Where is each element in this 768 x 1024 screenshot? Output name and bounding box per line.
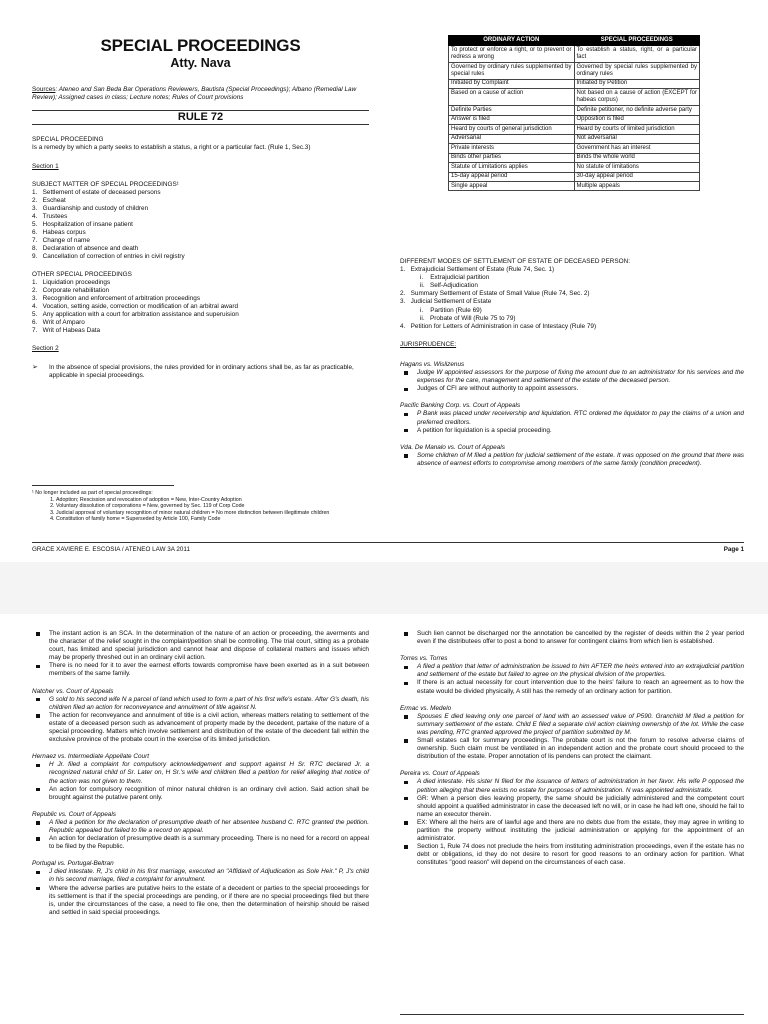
table-cell: To protect or enforce a right, or to prevent or redress a wrong bbox=[449, 46, 575, 63]
footnote-item: 3. Judicial approval of voluntary recognition of minor natural children = No more distinction between illegitimate children bbox=[56, 510, 369, 517]
case-bullet: A petition for liquidation is a special proceeding. bbox=[400, 427, 744, 435]
table-row bbox=[449, 125, 700, 134]
table-row bbox=[449, 79, 700, 88]
case-bullets bbox=[32, 761, 369, 801]
list-item: 1. Liquidation proceedings bbox=[32, 278, 111, 286]
case-title: Pereira vs. Court of Appeals bbox=[400, 770, 480, 778]
case-bullets bbox=[32, 868, 369, 917]
table-cell: Definite Parties bbox=[449, 106, 575, 115]
case-title: Torres vs. Torres bbox=[400, 655, 448, 663]
case-bullets bbox=[400, 778, 744, 867]
table-row bbox=[449, 134, 700, 143]
mode-item: 4. Petition for Letters of Administration in case of Intestacy (Rule 79) bbox=[400, 322, 597, 330]
table-row bbox=[449, 144, 700, 153]
case-bullet: Judges of CFI are without authority to appoint assessors. bbox=[400, 385, 744, 393]
list-item: 4. Vocation, setting aside, correction or modification of an arbitral award bbox=[32, 302, 239, 310]
sources-line bbox=[32, 86, 369, 102]
column-header-special: SPECIAL PROCEEDINGS bbox=[574, 36, 700, 46]
table-cell: Opposition is filed bbox=[574, 115, 700, 124]
table-cell: Single appeal bbox=[449, 182, 575, 191]
document-author: Atty. Nava bbox=[170, 56, 231, 70]
case-bullet: Section 1, Rule 74 does not preclude the heirs from instituting administration proceedings, even if the estate has no debt or obligations, id they do not desire to resort for good reasons to an ordinary action for partition. What constitutes "good reason" will depend on the circumstances of each case. bbox=[400, 843, 744, 867]
list-item: 2. Escheat bbox=[32, 196, 66, 204]
left-column bbox=[32, 630, 369, 917]
other-proceedings-list bbox=[32, 279, 369, 336]
list-item: 6. Habeas corpus bbox=[32, 229, 86, 237]
other-proceedings-heading: OTHER SPECIAL PROCEEDINGS bbox=[32, 270, 132, 278]
case-bullet: The instant action is an SCA. In the determination of the nature of an action or proceeding, the averments and the character of the relief sought in the complaint/petition shall be controlling. The trial court, sitting as a probate court, has limited and special jurisdiction and cannot hear and dispose of collateral matters and issues which may be properly threshed out in an ordinary civil action. bbox=[32, 630, 369, 662]
table-cell: Not adversarial bbox=[574, 134, 700, 143]
mode-item: 3. Judicial Settlement of Estate bbox=[400, 298, 492, 306]
case-bullet: Judge W appointed assessors for the purpose of fixing the amount due to an administrator for his services and the expenses for the care, management and settlement of the estate of the deceased person. bbox=[400, 369, 744, 385]
section-2-heading: Section 2 bbox=[32, 345, 59, 353]
section-2-note bbox=[32, 364, 369, 380]
special-proceeding-heading: SPECIAL PROCEEDING bbox=[32, 136, 104, 144]
case-bullets bbox=[400, 663, 744, 695]
table-cell: To establish a status, right, or a particular fact bbox=[574, 46, 700, 63]
table-header-row bbox=[449, 36, 700, 46]
list-item: 5. Hospitalization of insane patient bbox=[32, 221, 133, 229]
case-bullets bbox=[400, 410, 744, 434]
page-two-divider bbox=[400, 1014, 744, 1015]
case-bullet: A died intestate. His sister N filed for the issuance of letters of administration in her favor. His wife P opposed the petition alleging that there exists no estate for purposes of administration. N was appointed administratix. bbox=[400, 778, 744, 794]
table-row bbox=[449, 172, 700, 181]
special-proceeding-definition: Is a remedy by which a party seeks to establish a status, a right or a particular fact. (Rule 1, Sec.3) bbox=[32, 144, 311, 152]
case-bullet: H Jr. filed a complaint for compulsory acknowledgement and support against H Sr. RTC declared Jr. a recognized natural child of Sr. Later on, H Sr.'s wife and children filed a petition for relief alleging that notice of the action was not given to them. bbox=[32, 761, 369, 785]
case-bullets bbox=[400, 713, 744, 762]
footer-author: GRACE XAVIERE E. ESCOSIA / ATENEO LAW 3A 2011 bbox=[32, 546, 190, 553]
list-item: 1. Settlement of estate of deceased persons bbox=[32, 188, 161, 196]
table-cell: Definite petitioner, no definite adverse party bbox=[574, 106, 700, 115]
case-bullet: Where the adverse parties are putative heirs to the estate of a decedent or parties to the special proceedings for its settlement is that if the special proceedings are pending, or if there are no special proceedings filed but there is, under the circumstances of the case, a need to file one, then the determination of heirship should be raised and settled in said special proceedings. bbox=[32, 885, 369, 917]
table-row bbox=[449, 163, 700, 172]
table-cell: Governed by special rules supplemented by ordinary rules bbox=[574, 63, 700, 80]
table-cell: Answer is filed bbox=[449, 115, 575, 124]
table-row bbox=[449, 115, 700, 124]
rule-72-heading: RULE 72 bbox=[32, 110, 369, 125]
subject-matter-list bbox=[32, 189, 369, 262]
list-item: 6. Writ of Amparo bbox=[32, 319, 85, 327]
table-cell: 30-day appeal period bbox=[574, 172, 700, 181]
table-cell: Private interests bbox=[449, 144, 575, 153]
jurisprudence-heading: JURISPRUDENCE: bbox=[400, 340, 457, 348]
footnote-divider bbox=[32, 485, 174, 486]
case-bullet: P Bank was placed under receivership and liquidation. RTC ordered the liquidator to pay the claims of a union and preferred creditors. bbox=[400, 410, 744, 426]
mode-subitem: ii. Probate of Will (Rule 75 to 79) bbox=[420, 314, 516, 322]
case-title: Natcher vs. Court of Appeals bbox=[32, 687, 114, 695]
case-bullet: The action for reconveyance and annulment of title is a civil action, whereas matters relating to settlement of the estate of a deceased person such as advancement of property made by the decedent, partake of the nature of a special proceeding. Matters which involve settlement and distribution of the estate of the decedent fall within the exclusive province of the probate court in the exercise of its limited jurisdiction. bbox=[32, 712, 369, 744]
section-1-heading: Section 1 bbox=[32, 163, 59, 171]
footnote-item: 2. Voluntary dissolution of corporations = New, governed by Sec. 119 of Corp Code bbox=[56, 503, 369, 510]
case-title: Republic vs. Court of Appeals bbox=[32, 810, 116, 818]
case-bullet: G sold to his second wife N a parcel of land which used to form a part of his first wife's estate. After G's death, his children filed an action for reconveyance and annulment of title against N. bbox=[32, 696, 369, 712]
subject-matter-heading: SUBJECT MATTER OF SPECIAL PROCEEDINGS¹ bbox=[32, 180, 179, 188]
case-bullets bbox=[32, 819, 369, 851]
document-title: SPECIAL PROCEEDINGS bbox=[100, 36, 301, 55]
table-cell: Based on a cause of action bbox=[449, 89, 575, 106]
table-cell: Initiated by Complaint bbox=[449, 79, 575, 88]
footnote-list bbox=[32, 497, 369, 523]
column-header-ordinary: ORDINARY ACTION bbox=[449, 36, 575, 46]
case-title: Hernaez vs. Intermediate Appellate Court bbox=[32, 753, 149, 761]
section-2-text: In the absence of special provisions, the rules provided for in ordinary actions shall be, as far as practicable, applicable in special proceedings. bbox=[49, 364, 354, 380]
list-item: 3. Recognition and enforcement of arbitration proceedings bbox=[32, 294, 201, 302]
case-title: Ermac vs. Medelo bbox=[400, 704, 452, 712]
case-bullet: An action for declaration of presumptive death is a summary proceeding. There is no need for a record on appeal to be filed by the Republic. bbox=[32, 835, 369, 851]
modes-heading: DIFFERENT MODES OF SETTLEMENT OF ESTATE OF DECEASED PERSON: bbox=[400, 258, 630, 265]
case-bullets bbox=[400, 630, 744, 646]
case-bullets bbox=[32, 696, 369, 745]
mode-subitem: i. Partition (Rule 69) bbox=[420, 306, 482, 314]
list-item: 4. Trustees bbox=[32, 212, 68, 220]
table-row bbox=[449, 153, 700, 162]
page-two bbox=[0, 614, 768, 1024]
case-bullet: Some children of M filed a petition for judicial settlement of the estate. It was opposed on the ground that there was absence of earnest efforts to compromise among members of the same family (condition precedent). bbox=[400, 452, 744, 468]
comparison-table bbox=[448, 35, 700, 191]
case-bullet: EX: Where all the heirs are of lawful age and there are no debts due from the estate, they may agree in writing to partition the property without instituting the judicial administration or applying for the appointment of an administrator. bbox=[400, 819, 744, 843]
table-row bbox=[449, 89, 700, 106]
arrow-bullet-icon: ➢ bbox=[32, 364, 38, 372]
case-bullets bbox=[32, 630, 369, 679]
case-bullets bbox=[400, 369, 744, 393]
table-row bbox=[449, 63, 700, 80]
case-bullet: There is no need for it to aver the earnest efforts towards compromise have been exerted as in a suit between members of the same family. bbox=[32, 662, 369, 678]
case-bullet: A filed a petition for the declaration of presumptive death of her absentee husband C. RTC granted the petition. Republic appealed but failed to file a record on appeal. bbox=[32, 819, 369, 835]
case-bullet: An action for compulsory recognition of minor natural children is an ordinary civil action. Said action shall be brought against the putative parent only. bbox=[32, 786, 369, 802]
table-row bbox=[449, 106, 700, 115]
table-cell: Heard by courts of limited jurisdiction bbox=[574, 125, 700, 134]
table-cell: Governed by ordinary rules supplemented by special rules bbox=[449, 63, 575, 80]
table-cell: Government has an interest bbox=[574, 144, 700, 153]
table-cell: Heard by courts of general jurisdiction bbox=[449, 125, 575, 134]
page-number: Page 1 bbox=[723, 546, 744, 553]
case-title: Hagans vs. Wislizenus bbox=[400, 360, 465, 368]
table-row bbox=[449, 182, 700, 191]
sources-text: : Ateneo and San Beda Bar Operations Reviewers, Bautista (Special Proceedings); Albano (Remedial Law Review); Assigned cases in class; Lecture notes; Rules of Court provisions bbox=[32, 86, 357, 102]
case-bullet: J died intestate. R, J's child in his first marriage, executed an "Affidavit of Adjudication as Sole Heir." P, J's child in his second marriage, filed a complaint for annulment. bbox=[32, 868, 369, 884]
table-cell: Statute of Limitations applies bbox=[449, 163, 575, 172]
table-row bbox=[449, 46, 700, 63]
list-item: 7. Writ of Habeas Data bbox=[32, 327, 101, 335]
case-title: Pacific Banking Corp. vs. Court of Appeals bbox=[400, 402, 521, 410]
left-column bbox=[32, 86, 369, 381]
case-bullet: Such lien cannot be discharged nor the annotation be cancelled by the register of deeds within the 2 year period even if the distributees offer to post a bond to answer for contingent claims from which lien is established. bbox=[400, 630, 744, 646]
case-bullet: Spouses E died leaving only one parcel of land with an assessed value of P590. Granchild M filed a petition for summary settlement of the estate. Child E filed a separate civil action claiming ownership of the lot. While the case was pending, RTC granted approved the project of partition submitted by M. bbox=[400, 713, 744, 737]
table-cell: Initiated by Petition bbox=[574, 79, 700, 88]
table-cell: Multiple appeals bbox=[574, 182, 700, 191]
table-cell: Binds the whole world bbox=[574, 153, 700, 162]
case-title: Portugal vs. Portugal-Beltran bbox=[32, 860, 114, 868]
list-item: 3. Guardianship and custody of children bbox=[32, 204, 149, 212]
footnote-title: ¹ No longer included as part of special proceedings: bbox=[32, 490, 153, 496]
case-bullet: GR: When a person dies leaving property, the same should be judicially administered and the competent court should appoint a qualified administrator in case the deceased left no will, or in case he had left one, should he fail to name an executor therein. bbox=[400, 795, 744, 819]
case-bullets bbox=[400, 452, 744, 468]
table-cell: Adversarial bbox=[449, 134, 575, 143]
list-item: 7. Change of name bbox=[32, 237, 90, 245]
mode-item: 2. Summary Settlement of Estate of Small Value (Rule 74, Sec. 2) bbox=[400, 290, 590, 298]
table-cell: Binds other parties bbox=[449, 153, 575, 162]
list-item: 2. Corporate rehabilitation bbox=[32, 286, 110, 294]
page-footer bbox=[32, 542, 744, 553]
list-item: 8. Declaration of absence and death bbox=[32, 245, 139, 253]
case-bullet: A filed a petition that letter of administration be issued to him AFTER the heirs entered into an extrajudicial partition and settlement of the estate but failed to agree on the physical division of the properties. bbox=[400, 663, 744, 679]
table-cell: No statute of limitations bbox=[574, 163, 700, 172]
case-bullet: Small estates call for summary proceedings. The probate court is not the forum to resolve adverse claims of ownership. Such claim must be ventilated in an independent action and the probate court should proceed to the distribution of the estate. Proper annotation of lis pendens can protect the claimant. bbox=[400, 737, 744, 761]
table-cell: Not based on a cause of action (EXCEPT for habeas corpus) bbox=[574, 89, 700, 106]
footnote bbox=[32, 490, 369, 523]
right-column bbox=[400, 258, 744, 468]
case-bullet: If there is an actual necessity for court intervention due to the heirs' failure to reach an agreement as to how the estate would be divided physically, A still has the remedy of an ordinary action for partition. bbox=[400, 679, 744, 695]
table-cell: 15-day appeal period bbox=[449, 172, 575, 181]
mode-subitem: i. Extrajudicial partition bbox=[420, 274, 490, 282]
list-item: 5. Any application with a court for arbitration assistance and superuision bbox=[32, 310, 239, 318]
footnote-item: 4. Constitution of family home = Superseded by Article 100, Family Code bbox=[56, 516, 369, 523]
list-item: 9. Cancellation of correction of entries in civil registry bbox=[32, 253, 185, 261]
right-column bbox=[400, 630, 744, 867]
mode-item: 1. Extrajudicial Settlement of Estate (Rule 74, Sec. 1) bbox=[400, 266, 555, 274]
footnote-item: 1. Adoption; Rescission and revocation of adoption = New, Inter-Country Adoption bbox=[56, 497, 369, 504]
sources-label: Sources bbox=[32, 86, 56, 93]
case-title: Vda. De Manalo vs. Court of Appeals bbox=[400, 443, 505, 451]
mode-subitem: ii. Self-Adjudication bbox=[420, 282, 478, 290]
